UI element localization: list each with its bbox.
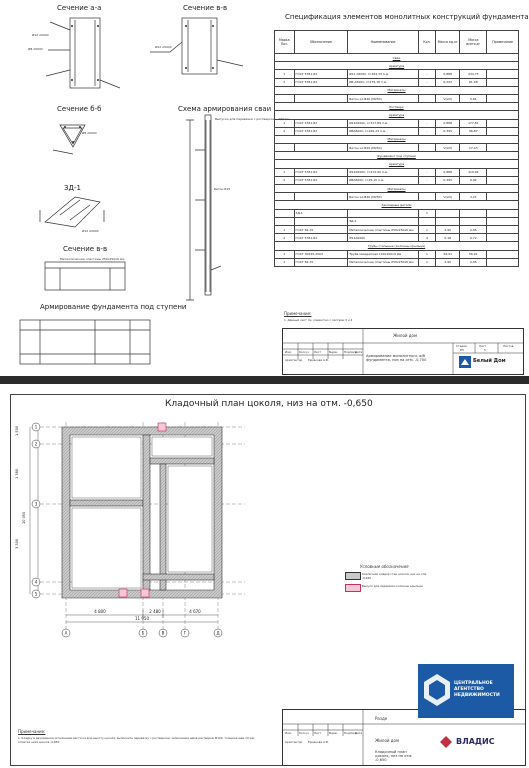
dim-left-total: 10 050 (22, 511, 26, 524)
stamp-label-sheets: Листов (503, 344, 514, 348)
spec-cell: 2,95 (436, 258, 460, 266)
spec-cell: 0,888 (436, 168, 460, 176)
spec-cell: 1 (275, 250, 295, 258)
spec-cell: 0,222 (436, 78, 460, 86)
stamp-col-date: Дата (355, 350, 363, 354)
spec-cell: 1 (418, 258, 435, 266)
legend-masonry-text: Кирпичная кладка стен цоколя, низ на отм. -0,650 (362, 572, 428, 580)
spec-cell: ГОСТ 5781-82 (294, 78, 348, 86)
spec-cell: ГОСТ 5781-82 (294, 70, 348, 78)
legend-title: Условные обозначения (360, 564, 409, 569)
watermark-text: ВЛАДИС (456, 737, 495, 746)
spec-header-cell: Наименование (348, 31, 419, 54)
spec-cell: Труба квадратная 100х100х4 мм (348, 250, 419, 258)
rebar-label-3: Ø12 А500С (155, 45, 173, 49)
spec-cell: 2 (275, 234, 295, 242)
spec-cell (294, 94, 348, 102)
spec-cell: 0,888 (436, 119, 460, 127)
spec-cell: - (418, 119, 435, 127)
spec-cell: 9,92 (460, 176, 487, 184)
legend-swatch-masonry (345, 572, 361, 580)
rebar-label-2: Ø8 А500С (28, 47, 44, 51)
company-name: Белый Дом (473, 358, 506, 364)
spec-group-label: Арматура (275, 111, 519, 119)
spec-cell (487, 217, 519, 225)
spec-row (275, 209, 519, 217)
spec-row (275, 70, 519, 78)
spec-cell: 1 (275, 168, 295, 176)
spec-group-label: Фундамент под ступени (275, 152, 519, 160)
axis-b: Б (141, 630, 145, 636)
stamp-label-sheet: Лист (479, 344, 487, 348)
axis-a: А (64, 630, 68, 636)
spec-cell (418, 217, 435, 225)
dim-bottom-1: 4 800 (94, 609, 106, 614)
spec-cell (487, 119, 519, 127)
axis-g: Г (183, 630, 187, 636)
spec-cell: 56,91 (460, 250, 487, 258)
spec-group-row (275, 201, 519, 209)
spec-row (275, 168, 519, 176)
stamp-sheet-number: 5 (484, 348, 486, 352)
spec-header-cell: Марка Поз. (275, 31, 295, 54)
spec-cell (294, 193, 348, 201)
spec-row (275, 250, 519, 258)
note-text: 1. Данный лист см. совместно с листами 3 и 4 (284, 318, 353, 322)
sheet-divider (0, 376, 529, 384)
reinforcement-scheme-title: Схема армирования сваи (178, 105, 272, 113)
stamp-col-sign: Подпись (344, 350, 357, 354)
spec-cell (487, 234, 519, 242)
stamp-author-name: Ермакова А.В. (308, 358, 329, 362)
axis-3: 3 (34, 501, 38, 507)
spec-cell: 1 (275, 225, 295, 233)
spec-cell (487, 209, 519, 217)
spec-cell: - (418, 168, 435, 176)
spec-cell: 1 (275, 119, 295, 127)
spec-group-row (275, 135, 519, 143)
spec-group-label: Материалы (275, 185, 519, 193)
spec-cell: 61,98 (460, 78, 487, 86)
stamp-col-list: Лист (314, 350, 322, 354)
spec-cell: 1 (275, 70, 295, 78)
stamp-sheet-title: Армирование монолитного ж/б фундамента, низ на отм. -0,700 (366, 354, 427, 362)
spec-cell (487, 225, 519, 233)
agency-logo (418, 664, 514, 718)
spec-table (274, 30, 519, 267)
spec-cell: 0,395 (436, 127, 460, 135)
spec-group-label: Арматура (275, 62, 519, 70)
stamp-col-izm: Изм. (285, 350, 292, 354)
spec-row (275, 94, 519, 102)
spec-body (275, 54, 519, 267)
agency-logo-icon (424, 674, 450, 706)
bottom-stamp-col-doc: №док. (329, 731, 339, 735)
spec-cell: 2,95 (460, 225, 487, 233)
spec-cell: V(м3) (436, 94, 460, 102)
spec-cell (275, 217, 295, 225)
spec-cell: 2 (275, 127, 295, 135)
spec-cell (460, 217, 487, 225)
spec-cell (436, 217, 460, 225)
agency-name: ЦЕНТРАЛЬНОЕ АГЕНТСТВО НЕДВИЖИМОСТИ (454, 681, 500, 698)
dim-left-1: 1 500 (15, 425, 19, 436)
spec-cell: 5,61 (460, 94, 487, 102)
plan-title: Кладочный план цоколя, низ на отм. -0,650 (165, 399, 373, 409)
stamp-stage: РП (460, 348, 464, 352)
spec-cell: 0,395 (436, 176, 460, 184)
spec-cell: 419,94 (460, 168, 487, 176)
spec-cell (487, 144, 519, 152)
note-title: Примечание: (284, 311, 312, 316)
spec-cell (275, 209, 295, 217)
spec-row (275, 127, 519, 135)
spec-cell: - (418, 70, 435, 78)
spec-cell: ГОСТ 82-70 (294, 225, 348, 233)
bottom-stamp-author-name: Ермакова А.В. (308, 740, 329, 744)
spec-header-row (275, 31, 519, 54)
spec-cell: V(м3) (436, 193, 460, 201)
spec-cell (487, 70, 519, 78)
spec-cell (294, 144, 348, 152)
spec-row (275, 193, 519, 201)
stamp-col-kol: Кол.уч. (299, 350, 310, 354)
spec-cell (275, 94, 295, 102)
stair-reinforcement-title: Армирование фундамента под ступени (40, 303, 187, 311)
spec-cell: 1 (275, 258, 295, 266)
spec-header-cell: Кол. (418, 31, 435, 54)
dim-left-2: 1 380 (15, 468, 19, 479)
spec-group-row (275, 86, 519, 94)
bottom-drawing-sheet (0, 384, 529, 768)
spec-cell: 0,888 (436, 70, 460, 78)
company-logo-icon (459, 356, 471, 368)
spec-cell: 1 (418, 250, 435, 258)
spec-cell: 2,95 (460, 258, 487, 266)
spec-cell: - (418, 127, 435, 135)
dim-bottom-3: 4 670 (189, 609, 201, 614)
spec-row (275, 176, 519, 184)
bottom-stamp-author-role: Архитектор (285, 740, 303, 744)
spec-cell: Ø12А500С, l=472,90 п.м. (348, 168, 419, 176)
spec-cell: Ø8А500С, l=245,23 п.м. (348, 127, 419, 135)
spec-cell: Металлические пластины 250х250х6 мм (348, 258, 419, 266)
axis-4: 4 (34, 579, 38, 585)
spec-cell: Ø8А500С, l=25,10 п.м. (348, 176, 419, 184)
spec-group-label: Сваи (275, 54, 519, 62)
spec-group-label: Закладные детали (275, 201, 519, 209)
zd1-title: ЗД-1 (64, 184, 81, 192)
spec-group-label: Арматура (275, 160, 519, 168)
concrete-label: Бетон В15 (214, 187, 231, 191)
dim-left-3: 3 300 (15, 538, 19, 549)
spec-group-row (275, 242, 519, 250)
stamp-col-doc: №док. (329, 350, 339, 354)
spec-cell: 17,43 (460, 144, 487, 152)
spec-cell (487, 176, 519, 184)
plate-note: Металлические пластины 250х250х6 мм (60, 257, 125, 261)
pile-note: Выпуски для перевязки с ростверком – 200 мм (215, 117, 290, 121)
spec-cell: 56,91 (436, 250, 460, 258)
spec-group-row (275, 62, 519, 70)
spec-group-row (275, 111, 519, 119)
spec-group-row (275, 103, 519, 111)
spec-cell: - (418, 78, 435, 86)
spec-header-cell: Масса ед.кг (436, 31, 460, 54)
legend (345, 564, 435, 604)
spec-cell: 96,87 (460, 127, 487, 135)
spec-cell: Бетон кл.В20 (М250) (348, 144, 419, 152)
spec-group-row (275, 54, 519, 62)
stamp-project: Жилой дом (393, 333, 418, 338)
rebar-label-1: Ø12 А500С (32, 33, 50, 37)
spec-row (275, 217, 519, 225)
spec-cell: ГОСТ 82-70 (294, 258, 348, 266)
spec-cell (487, 250, 519, 258)
axis-1: 1 (34, 424, 38, 430)
bottom-stamp-project: Жилой дом (375, 738, 400, 743)
spec-row (275, 225, 519, 233)
spec-cell (487, 258, 519, 266)
spec-cell: ГОСТ 5781-82 (294, 127, 348, 135)
spec-header-cell: Обозначение (294, 31, 348, 54)
watermark-icon (440, 736, 452, 748)
spec-cell (487, 94, 519, 102)
spec-cell (418, 144, 435, 152)
spec-cell (487, 127, 519, 135)
spec-cell: - (418, 176, 435, 184)
bottom-stamp-col-date: Дата (355, 731, 363, 735)
section-vv2-title: Сечение в-в (63, 245, 108, 253)
dim-bottom-2: 2 480 (149, 609, 161, 614)
legend-swatch-outlet (345, 584, 361, 592)
spec-cell: 2,95 (436, 225, 460, 233)
axis-v: В (161, 630, 165, 636)
spec-title: Спецификация элементов монолитных конструкций фундамента (285, 13, 529, 21)
rebar-label-6: Ø12 А500С (82, 229, 100, 233)
spec-row (275, 119, 519, 127)
spec-cell: ГОСТ 5781-82 (294, 119, 348, 127)
section-vv-title: Сечение в-в (183, 4, 228, 12)
bottom-stamp-sheet-title: Кладочный план цоколя, низ на отм. -0,650 (375, 750, 413, 762)
stamp-label-stage: Стадия (456, 344, 467, 348)
spec-header-cell: Масса всего,кг (460, 31, 487, 54)
spec-cell (348, 209, 419, 217)
spec-group-row (275, 160, 519, 168)
axis-5: 5 (34, 591, 38, 597)
spec-cell (294, 217, 348, 225)
spec-cell: ГОСТ 5781-82 (294, 234, 348, 242)
spec-cell: 3,21 (460, 193, 487, 201)
spec-cell: ГОСТ 30245-2003 (294, 250, 348, 258)
spec-cell (436, 209, 460, 217)
section-bb-title: Сечение б-б (57, 105, 102, 113)
bottom-note-text: 1. Кладку в двухрядном исполнении вести на всю высоту цоколя; выполнить перевязку с ростверком; заполнение швов раствором М100, толщина шва 10 мм; отметка низа цоколя -0,650 (18, 736, 255, 744)
spec-cell: Ø12А500С (348, 234, 419, 242)
spec-group-row (275, 185, 519, 193)
rebar-label-4: Ø8 А500С (82, 131, 98, 135)
spec-row (275, 234, 519, 242)
spec-cell (275, 193, 295, 201)
spec-group-label: Ростверк (275, 103, 519, 111)
spec-header-cell: Примечание (487, 31, 519, 54)
spec-group-label: Материалы (275, 86, 519, 94)
spec-cell: Бетон кл.В20 (М250) (348, 94, 419, 102)
bottom-note-title: Примечание: (18, 729, 46, 734)
legend-outlet-text: Выпуск для перевязки колонны крыльца (362, 584, 423, 588)
spec-cell (460, 209, 487, 217)
spec-cell: ЗД-1 (348, 217, 419, 225)
spec-cell (487, 168, 519, 176)
bottom-stamp-col-sign: Подпись (344, 731, 357, 735)
spec-cell: 2 (275, 78, 295, 86)
spec-cell: 1 (418, 225, 435, 233)
spec-cell: 2 (275, 176, 295, 184)
bottom-stamp-section: Разде (375, 716, 388, 721)
spec-group-label: Материалы (275, 135, 519, 143)
spec-cell: 234,73 (460, 70, 487, 78)
spec-cell: V(м3) (436, 144, 460, 152)
axis-2: 2 (34, 441, 38, 447)
spec-cell: Ø6 А500С, l=279,18 п.м. (348, 78, 419, 86)
top-drawing-sheet (0, 0, 529, 376)
spec-cell: ГОСТ 5781-82 (294, 176, 348, 184)
spec-cell (418, 193, 435, 201)
spec-cell: 0,18 (436, 234, 460, 242)
spec-cell: ЗД-1 (294, 209, 348, 217)
spec-cell: Ø12 А500С, l=264,33 п.м. (348, 70, 419, 78)
bottom-stamp-col-izm: Изм. (285, 731, 292, 735)
spec-cell (487, 78, 519, 86)
spec-group-label: Трубы стальные (колонны крыльца) (275, 242, 519, 250)
spec-cell: 4 (418, 234, 435, 242)
bottom-stamp-col-list: Лист (314, 731, 322, 735)
spec-cell: ГОСТ 5781-82 (294, 168, 348, 176)
bottom-stamp-col-kol: Кол.уч. (299, 731, 310, 735)
spec-row (275, 144, 519, 152)
axis-d: Д (216, 630, 220, 636)
section-aa-title: Сечение а-а (57, 4, 102, 12)
spec-cell: 1 (418, 209, 435, 217)
dim-total: 11 950 (135, 616, 149, 621)
spec-cell: Металлические пластины 250х250х6 мм (348, 225, 419, 233)
spec-row (275, 258, 519, 266)
spec-cell (418, 94, 435, 102)
title-block (282, 328, 524, 375)
spec-cell (487, 193, 519, 201)
spec-row (275, 78, 519, 86)
stamp-author-role: Архитектор (285, 358, 303, 362)
spec-cell: Бетон кл.В20 (М250) (348, 193, 419, 201)
spec-cell (275, 144, 295, 152)
spec-cell: 177,81 (460, 119, 487, 127)
spec-cell: 0,72 (460, 234, 487, 242)
spec-group-row (275, 152, 519, 160)
spec-cell: Ø12А500С, l=317,89 п.м. (348, 119, 419, 127)
